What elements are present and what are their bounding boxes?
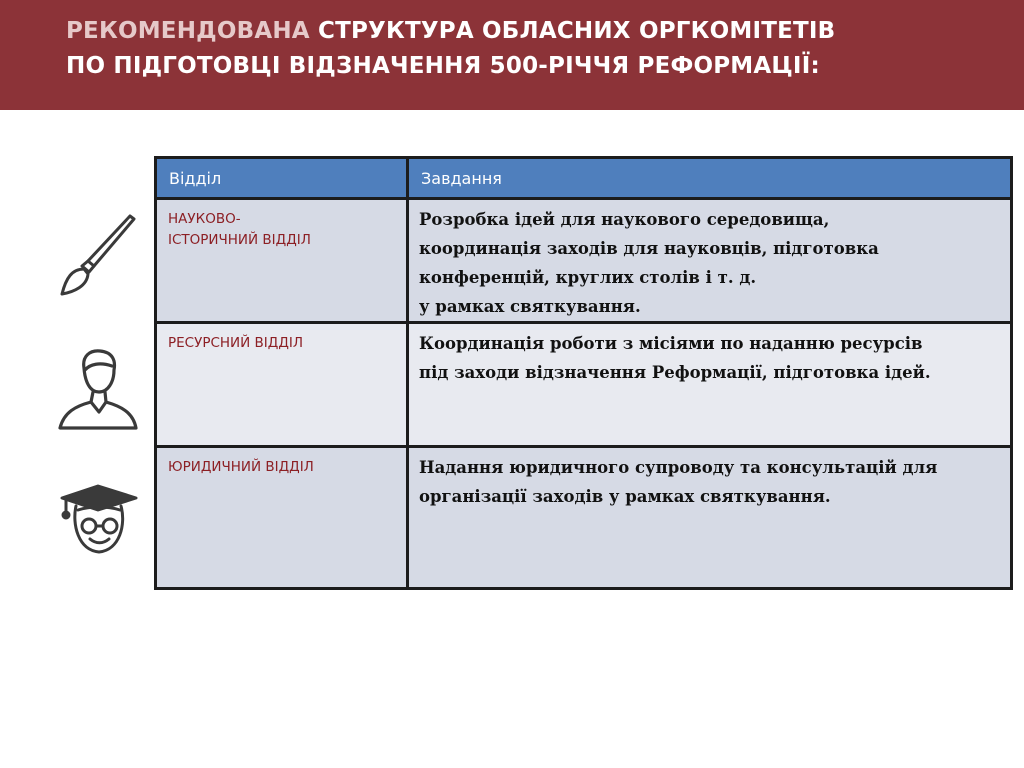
person-icon (56, 348, 140, 432)
task-line: Надання юридичного супроводу та консультацій для (419, 458, 938, 477)
task-cell (408, 447, 1012, 589)
department-name-line: ІСТОРИЧНИЙ ВІДДІЛ (168, 232, 311, 248)
task-line: Розробка ідей для наукового середовища, (419, 210, 830, 229)
column-header-department: Відділ (156, 158, 408, 199)
structure-table (154, 156, 1013, 590)
title-line-2: ПО ПІДГОТОВЦІ ВІДЗНАЧЕННЯ 500-РІЧЧЯ РЕФОРМАЦІЇ: (66, 53, 820, 79)
task-line: у рамках святкування. (419, 297, 641, 316)
department-name-line: РЕСУРСНИЙ ВІДДІЛ (168, 335, 303, 351)
task-line: під заходи відзначення Реформації, підготовка ідей. (419, 363, 931, 382)
task-line: організації заходів у рамках святкування. (419, 487, 831, 506)
department-cell (156, 199, 408, 323)
slide-title (66, 14, 1006, 84)
title-line-1 (66, 14, 1006, 49)
graduate-icon (58, 484, 142, 564)
title-accent: РЕКОМЕНДОВАНА (66, 18, 310, 44)
department-cell (156, 323, 408, 447)
department-name-line: НАУКОВО- (168, 211, 241, 227)
task-line: конференцій, круглих столів і т. д. (419, 268, 757, 287)
paintbrush-icon (54, 214, 140, 300)
task-line: Координація роботи з місіями по наданню ресурсів (419, 334, 923, 353)
department-name-line: ЮРИДИЧНИЙ ВІДДІЛ (168, 459, 314, 475)
department-cell (156, 447, 408, 589)
task-line: координація заходів для науковців, підготовка (419, 239, 879, 258)
title-line1-rest: СТРУКТУРА ОБЛАСНИХ ОРГКОМІТЕТІВ (309, 18, 836, 44)
column-header-tasks: Завдання (408, 158, 1012, 199)
task-cell (408, 199, 1012, 323)
task-cell (408, 323, 1012, 447)
table-row (156, 447, 1012, 589)
table-row (156, 323, 1012, 447)
table-row (156, 199, 1012, 323)
table-header-row (156, 158, 1012, 199)
